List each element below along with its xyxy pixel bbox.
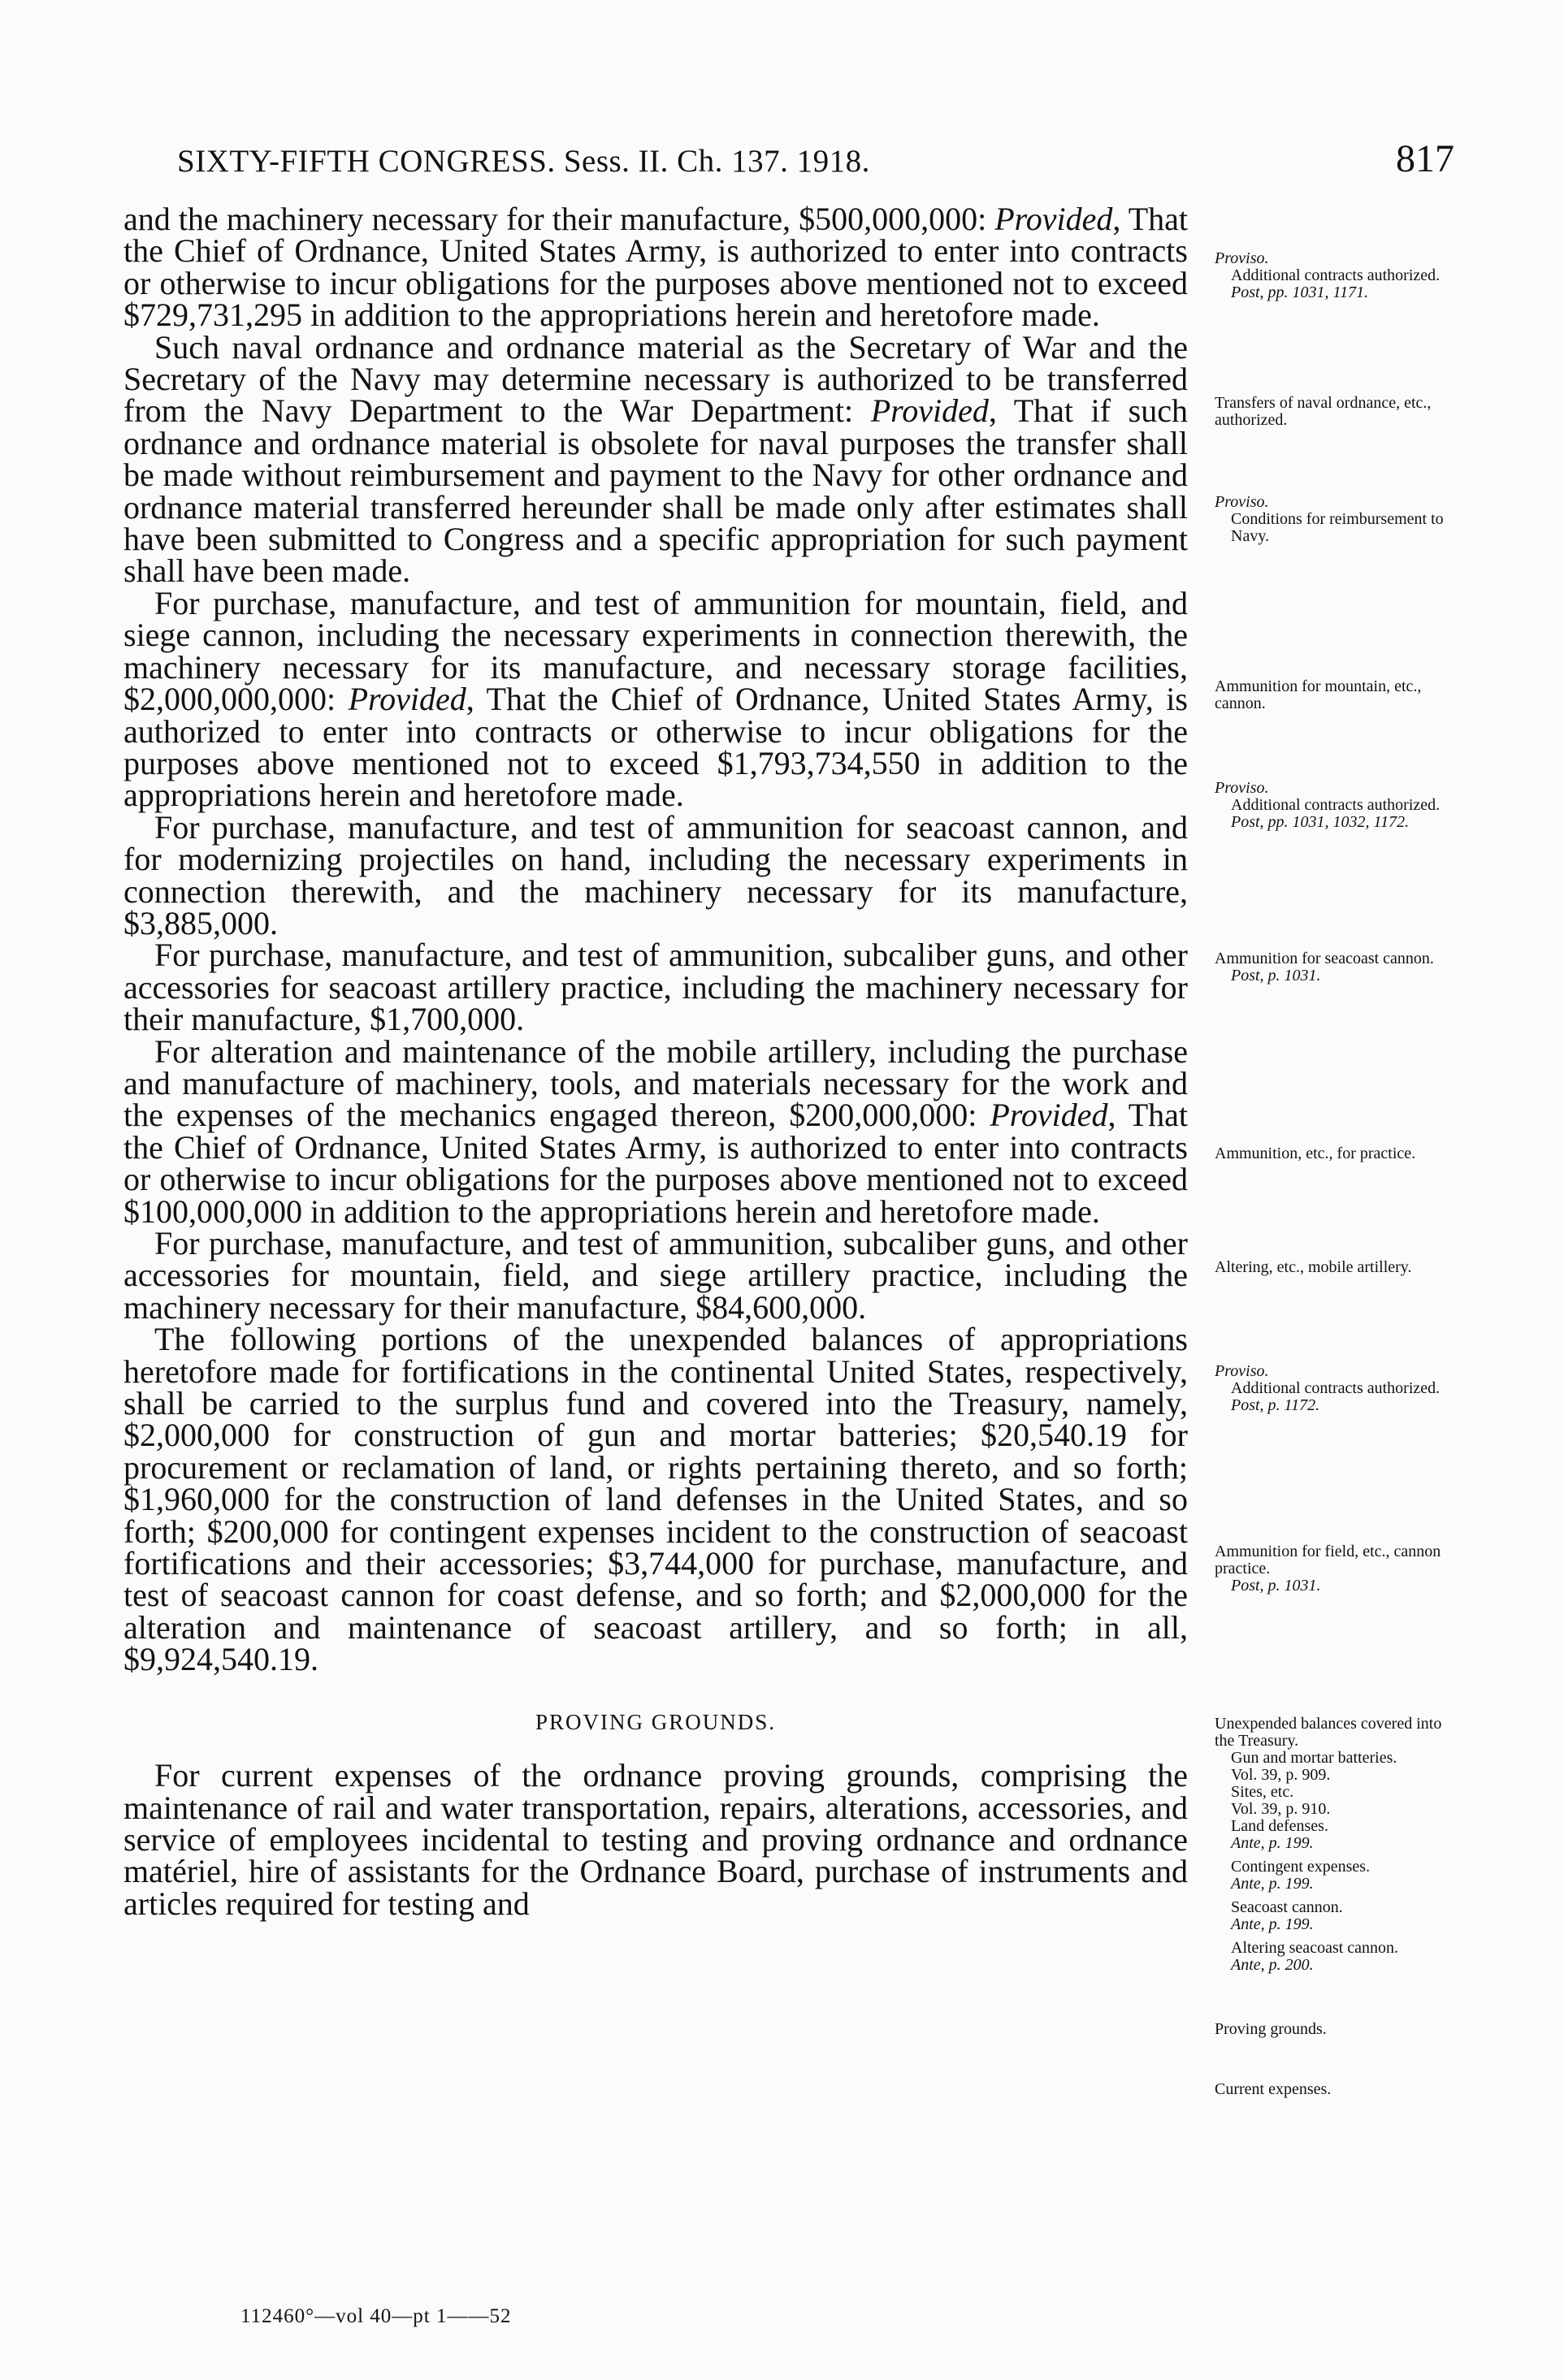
margin-note-seacoast-ammunition: Ammunition for seacoast cannon. Post, p. 1031. [1215, 950, 1434, 984]
page-number: 817 [1396, 137, 1454, 180]
running-head: SIXTY-FIFTH CONGRESS. Sess. II. Ch. 137. 1918. [177, 144, 870, 179]
section-heading-proving-grounds: PROVING GROUNDS. [535, 1709, 777, 1734]
margin-note-unexpended-balances: Unexpended balances covered into the Treasury. Gun and mortar batteries. Vol. 39, p. 909. Sites, etc. Vol. 39, p. 910. Land defenses. Ante, p. 199. Contingent expenses. Ante, p. 199. Seacoast cannon. Ante, p. 199. Altering seacoast cannon. Ante, p. 200. [1215, 1715, 1442, 1974]
statute-text [123, 201, 1189, 1922]
paragraph-naval-ordnance-transfer: Such naval ordnance and ordnance material as the Secretary of War and the Secretary of the Navy may determine necessary is authorized to be transferred from the Navy Department to the War Department: Provided, That if such ordnance and ordnance material is obsolete for naval purposes the transfer shall be made without reimbursement and payment to the Navy for other ordnance and ordnance material transferred hereunder shall be made only after estimates shall have been submitted to Congress and a specific appropriation for such payment shall have been made. [123, 328, 1189, 590]
margin-note-proviso-contracts-2: Proviso. Additional contracts authorized. Post, pp. 1031, 1032, 1172. [1215, 779, 1441, 831]
margin-note-field-practice: Ammunition for field, etc., cannon practice. Post, p. 1031. [1215, 1543, 1441, 1595]
paragraph-ordnance-manufacture-proviso: and the machinery necessary for their manufacture, $500,000,000: Provided, That the Chief of Ordnance, United States Army, is authorized to enter into contracts or otherwise to incur obligations for the purposes above mentioned not to exceed $729,731,295 in addition to the appropriations herein and heretofore made. [123, 201, 1189, 334]
paragraph-field-artillery-practice: For purchase, manufacture, and test of ammunition, subcaliber guns, and other accessories for mountain, field, and siege artillery practice, including the machinery necessary for their manufacture, $84,600,000. [123, 1225, 1188, 1326]
paragraph-proving-grounds-expenses: For current expenses of the ordnance proving grounds, comprising the maintenance of rail and water transportation, repairs, alterations, accessories, and service of employees incidental to testing and proving ordnance and ordnance matériel, hire of assistants for the Ordnance Board, purchase of instruments and articles required for testing and [123, 1757, 1188, 1922]
page-header [177, 136, 1454, 193]
paragraph-mobile-artillery: For alteration and maintenance of the mobile artillery, including the purchase and manufacture of machinery, tools, and materials necessary for the work and the expenses of the mechanics engaged thereon, $200,000,000: Provided, That the Chief of Ordnance, United States Army, is authorized to enter into contracts or otherwise to incur obligations for the purposes above mentioned not to exceed $100,000,000 in addition to the appropriations herein and heretofore made. [123, 1032, 1188, 1230]
margin-notes [1215, 203, 1458, 2234]
printer-signature: 112460°—vol 40—pt 1——52 [240, 2305, 512, 2327]
margin-note-transfers: Transfers of naval ordnance, etc., authorized. [1215, 394, 1432, 429]
margin-note-ammunition-mountain: Ammunition for mountain, etc., cannon. [1215, 677, 1422, 712]
paragraph-ammunition-seacoast: For purchase, manufacture, and test of ammunition for seacoast cannon, and for modernizing projectiles on hand, including the necessary experiments in connection therewith, and the machinery necessary for its manufacture, $3,885,000. [123, 808, 1188, 941]
margin-note-mobile-artillery: Altering, etc., mobile artillery. [1215, 1258, 1412, 1276]
margin-note-proving-grounds: Proving grounds. [1215, 2020, 1327, 2038]
paragraph-seacoast-practice: For purchase, manufacture, and test of ammunition, subcaliber guns, and other accessories for seacoast artillery practice, including the machinery necessary for their manufacture, $1,700,000. [123, 937, 1188, 1038]
margin-note-proviso-contracts-3: Proviso. Additional contracts authorized. Post, p. 1172. [1215, 1362, 1441, 1414]
paragraph-ammunition-mountain-field-siege: For purchase, manufacture, and test of ammunition for mountain, field, and siege cannon, including the necessary experiments in connection therewith, the machinery necessary for its manufacture, and necessary storage facilities, $2,000,000,000: Provided, That the Chief of Ordnance, United States Army, is authorized to enter into contracts or otherwise to incur obligations for the purposes above mentioned not to exceed $1,793,734,550 in addition to the appropriations herein and heretofore made. [123, 584, 1188, 814]
margin-note-current-expenses: Current expenses. [1215, 2080, 1332, 2098]
margin-note-reimbursement: Proviso. Conditions for reimbursement to Navy. [1215, 493, 1444, 545]
margin-note-practice: Ammunition, etc., for practice. [1215, 1145, 1416, 1162]
paragraph-unexpended-balances: The following portions of the unexpended balances of appropriations heretofore made for fortifications in the continental United States, respectively, shall be carried to the surplus fund and covered into the Treasury, namely, $2,000,000 for construction of gun and mortar batteries; $20,540.19 for procurement or reclamation of land, or rights pertaining thereto, and so forth; $1,960,000 for the construction of land defenses in the United States, and so forth; $200,000 for contingent expenses incident to the construction of seacoast fortifications and their accessories; $3,744,000 for purchase, manufacture, and test of seacoast cannon for coast defense, and so forth; and $2,000,000 for the alteration and maintenance of seacoast artillery, and so forth; in all, $9,924,540.19. [123, 1321, 1188, 1678]
margin-note-proviso-contracts: Proviso. Additional contracts authorized. Post, pp. 1031, 1171. [1215, 249, 1441, 301]
